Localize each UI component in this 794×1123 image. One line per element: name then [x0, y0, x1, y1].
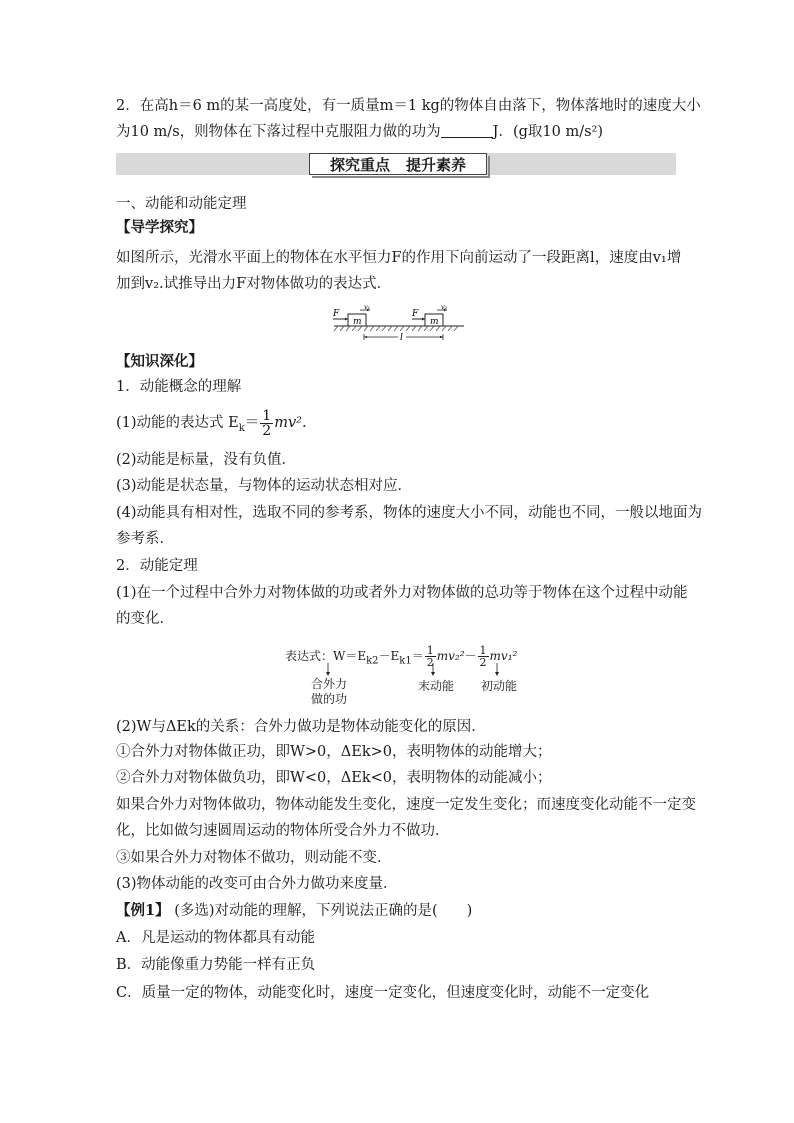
k2-case-2: ②合外力对物体做负功，即W<0，ΔEk<0，表明物体的动能减小； [116, 770, 552, 786]
k2-case-1: ①合外力对物体做正功，即W>0，ΔEk>0，表明物体的动能增大； [116, 744, 552, 760]
k2-title: 2．动能定理 [116, 558, 198, 574]
annotation-net-work-1: 合外力 [311, 677, 348, 691]
k2-paragraph-2: 化，比如做匀速圆周运动的物体所受合外力不做功． [116, 823, 450, 839]
question-2-line-2 [116, 122, 603, 142]
question-2-line-1: 2．在高h＝6 m的某一高度处，有一质量m＝1 kg的物体自由落下，物体落地时的速度大小 [116, 98, 701, 114]
force-motion-figure [330, 304, 470, 344]
knowledge-label: 【知识深化】 [116, 353, 203, 370]
k1-item-1-eq: ＝ [244, 415, 260, 431]
guide-text-2: 加到v₂.试推导出力F对物体做功的表达式． [116, 276, 392, 292]
k1-item-1-sub: k [238, 422, 245, 434]
annotation-net-work-2: 做的功 [311, 692, 348, 706]
formula-arrows [285, 663, 545, 677]
annotation-final-ke: 末动能 [418, 679, 455, 693]
k1-item-4b: 参考系． [116, 531, 174, 547]
option-a: A．凡是运动的物体都具有动能 [116, 930, 315, 946]
guide-label: 【导学探究】 [116, 219, 203, 236]
k2-item-1a: (1)在一个过程中合外力对物体做的功或者外力对物体做的总功等于物体在这个过程中动能 [116, 585, 688, 601]
formula-label: 表达式：W＝E [285, 649, 367, 663]
k1-item-1 [116, 408, 307, 444]
formula-half-1: $\frac{1}{2}$ [426, 644, 434, 669]
k1-item-2: (2)动能是标量，没有负值． [116, 452, 297, 468]
k2-item-3: (3)物体动能的改变可由合外力做功来度量． [116, 876, 398, 892]
formula-half-2: $\frac{1}{2}$ [479, 644, 487, 669]
option-b: B．动能像重力势能一样有正负 [116, 957, 316, 973]
k2-item-2: (2)W与ΔEk的关系：合外力做功是物体动能变化的原因． [116, 719, 486, 735]
k1-item-4a: (4)动能具有相对性，选取不同的参考系，物体的速度大小不同，动能也不同，一般以地面为 [116, 505, 703, 521]
section-1-title: 一、动能和动能定理 [116, 196, 247, 212]
section-banner [116, 153, 676, 175]
k2-case-3: ③如果合外力对物体不做功，则动能不变． [116, 850, 392, 866]
k1-item-1-prefix: (1)动能的表达式 E [116, 415, 239, 431]
section-banner-box [309, 153, 487, 175]
force-1-label: F [333, 309, 340, 319]
option-c: C．质量一定的物体，动能变化时，速度一定变化，但速度变化时，动能不一定变化 [116, 985, 650, 1001]
question-2-unit: J．(g取10 m/s²) [492, 124, 603, 140]
velocity-1-label: v₁ [364, 304, 371, 311]
force-2-label: F [412, 309, 419, 319]
k1-title: 1．动能概念的理解 [116, 379, 242, 395]
banner-right-label: 提升素养 [406, 155, 467, 174]
answer-blank [441, 123, 493, 138]
k2-paragraph-1: 如果合外力对物体做功，物体动能发生变化，速度一定发生变化；而速度变化动能不一定变 [116, 797, 696, 813]
k1-item-1-tail: mv². [274, 415, 307, 431]
annotation-initial-ke: 初动能 [481, 679, 518, 693]
block-1-label: m [353, 317, 362, 327]
banner-left-label: 探究重点 [329, 155, 390, 174]
theorem-formula: 表达式：$W=E_{k2}-E_{k1}=$ $\frac{1}{2}$ mv₂²－ $\frac{1}{2}$ mv₁² 合外力 做的功 末动能 初动能 [285, 643, 545, 709]
velocity-2-label: v₂ [441, 304, 448, 311]
half-fraction: $\frac{1}{2}$ [262, 407, 272, 439]
example-1 [116, 901, 472, 921]
example-1-label: 【例1】 [116, 902, 170, 919]
question-2-text: 为10 m/s，则物体在下落过程中克服阻力做的功为 [116, 124, 441, 140]
block-2-label: m [430, 317, 439, 327]
k1-item-3: (3)动能是状态量，与物体的运动状态相对应． [116, 478, 413, 494]
distance-label: l [400, 333, 403, 343]
k2-item-1b: 的变化． [116, 611, 174, 627]
example-1-text: (多选)对动能的理解，下列说法正确的是( ) [174, 903, 473, 919]
guide-text-1: 如图所示，光滑水平面上的物体在水平恒力F的作用下向前运动了一段距离l，速度由v₁增 [116, 250, 682, 266]
